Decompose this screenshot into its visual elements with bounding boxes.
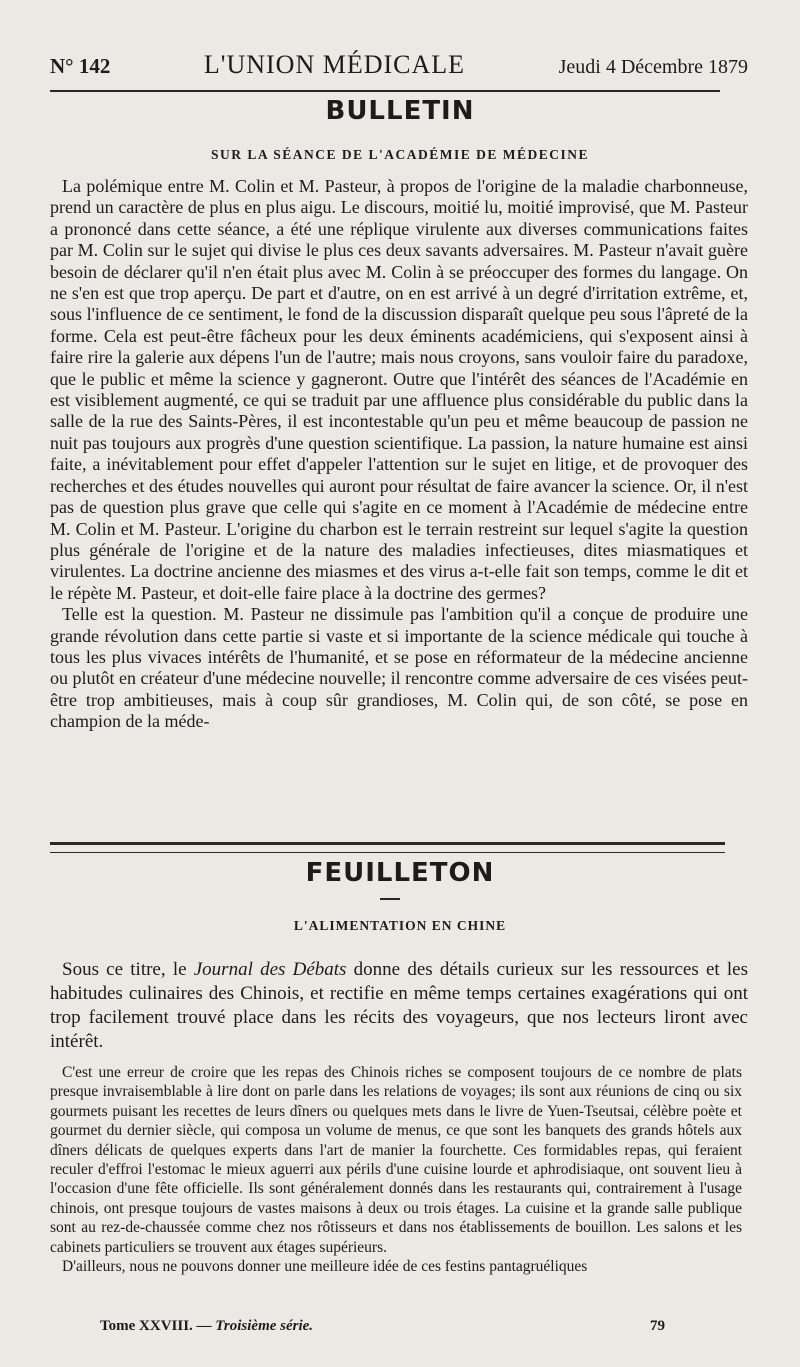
title-dash — [380, 898, 400, 900]
page-header — [50, 50, 748, 80]
feuilleton-intro — [50, 958, 748, 1054]
page-footer — [100, 1318, 665, 1335]
intro-paragraph — [50, 958, 748, 1054]
volume-info — [100, 1318, 313, 1335]
quote-paragraph: C'est une erreur de croire que les repas des Chinois riches se composent toujours de ce nombre de plats presque invraisemblable à lire dont on parle dans les relations de voyages; ils sont aux réunions de cinq ou six gourmets puisant les recettes de leurs dîners ou quelques mets dans le livre de Yuen-Tseutsai, célèbre poète et gourmet du dernier siècle, qui composa un volume de menus, ce que sont les banquets des grands hôtels aux dîners délicats de quelques experts dans l'art de manier la fourchette. Ces formidables repas, qui feraient reculer d'effroi l'estomac le mieux aguerri aux périls d'une cuisine lourde et aphrodisiaque, ont souvent lieu à l'occasion d'une fête officielle. Ils sont généralement donnés dans les restaurants qui, contrairement à l'usage chinois, ont presque toujours de vastes maisons à deux ou trois étages. La cuisine et la grande salle publique sont au rez-de-chaussée comme chez nos rôtisseurs et dans nos établissements de bouillon. Les salons et les cabinets particuliers se trouvent aux étages supérieurs. — [50, 1064, 742, 1256]
feuilleton-subtitle: L'ALIMENTATION EN CHINE — [293, 918, 507, 933]
bulletin-subtitle: SUR LA SÉANCE DE L'ACADÉMIE DE MÉDECINE — [210, 147, 590, 162]
series-label: Troisième série. — [215, 1318, 314, 1334]
header-rule — [50, 90, 720, 92]
section-divider — [50, 842, 725, 853]
intro-text-before: Sous ce titre, le — [62, 959, 194, 980]
journal-title: L'UNION MÉDICALE — [203, 50, 466, 79]
bulletin-body — [50, 176, 748, 733]
intro-text-after: donne des détails curieux sur les ressources et les habitudes culinaires des Chinois, et rectifie en même temps certaines exagérations qui ont trop facilement trouvé place dans les récits des voyageurs, que nos lecteurs liront avec intérêt. — [50, 959, 748, 1052]
issue-date: Jeudi 4 Décembre 1879 — [558, 56, 748, 78]
quote-paragraph: D'ailleurs, nous ne pouvons donner une meilleure idée de ces festins pantagruéliques — [62, 1258, 588, 1276]
feuilleton-title: FEUILLETON — [305, 858, 495, 888]
bulletin-title: BULLETIN — [325, 96, 475, 126]
tome-label: Tome XXVIII. — — [100, 1318, 216, 1334]
page-number: 79 — [650, 1318, 665, 1334]
feuilleton-quote — [50, 1063, 742, 1276]
journal-des-debats-title: Journal des Débats — [193, 959, 347, 980]
issue-number: N° 142 — [50, 54, 111, 78]
bulletin-paragraph: La polémique entre M. Colin et M. Pasteur, à propos de l'origine de la maladie charbonneuse, prend un caractère de plus en plus aigu. Le discours, moitié lu, moitié improvisé, que M. Pasteur a prononcé dans cette séance, a été une réplique virulente aux diverses communications faites par M. Colin sur le sujet qui divise le plus ces deux savants adversaires. M. Pasteur n'avait guère besoin de déclarer qu'il n'en était plus avec M. Colin à se préoccuper des formes du langage. On ne s'en est que trop aperçu. De part et d'autre, on en est arrivé à un degré d'irritation extrême, et, sous l'influence de ce sentiment, le fond de la discussion disparaît quelque peu sous l'âpreté de la forme. Cela est peut-être fâcheux pour les deux éminents académiciens, qui s'exposent ainsi à faire rire la galerie aux dépens l'un de l'autre; mais nous croyons, sans vouloir faire du paradoxe, que le public et même la science y gagneront. Outre que l'intérêt des séances de l'Académie en est visiblement augmenté, ce qui se traduit par une affluence plus considérable du public dans la salle de la rue des Saints-Pères, il est incontestable qu'un peu et même beaucoup de passion ne nuit pas toujours aux progrès d'une question scientifique. La passion, la nature humaine est ainsi faite, a inévitablement pour effet d'appeler l'attention sur le sujet en litige, et de provoquer des recherches et des études nouvelles qui auront pour résultat de faire avancer la science. Or, il n'est pas de question plus grave que celle qui s'agite en ce moment à l'Académie de médecine entre M. Colin et M. Pasteur. L'origine du charbon est le terrain restreint sur lequel s'agite la question plus générale de l'origine et de la nature des maladies infectieuses, dites miasmatiques et virulentes. La doctrine ancienne des miasmes et des virus a-t-elle fait son temps, comme le dit et le répète M. Pasteur, et doit-elle faire place à la doctrine des germes? — [50, 176, 748, 603]
bulletin-paragraph: Telle est la question. M. Pasteur ne dissimule pas l'ambition qu'il a conçue de produire une grande révolution dans cette partie si vaste et si importante de la science médicale qui touche à tous les plus vivaces intérêts de l'humanité, et se pose en réformateur de la médecine ancienne ou plutôt en créateur d'une médecine nouvelle; il rencontre comme adversaire de ces visées peut-être trop ambitieuses, mais à coup sûr grandioses, M. Colin qui, de son côté, se pose en champion de la méde- — [50, 604, 748, 732]
